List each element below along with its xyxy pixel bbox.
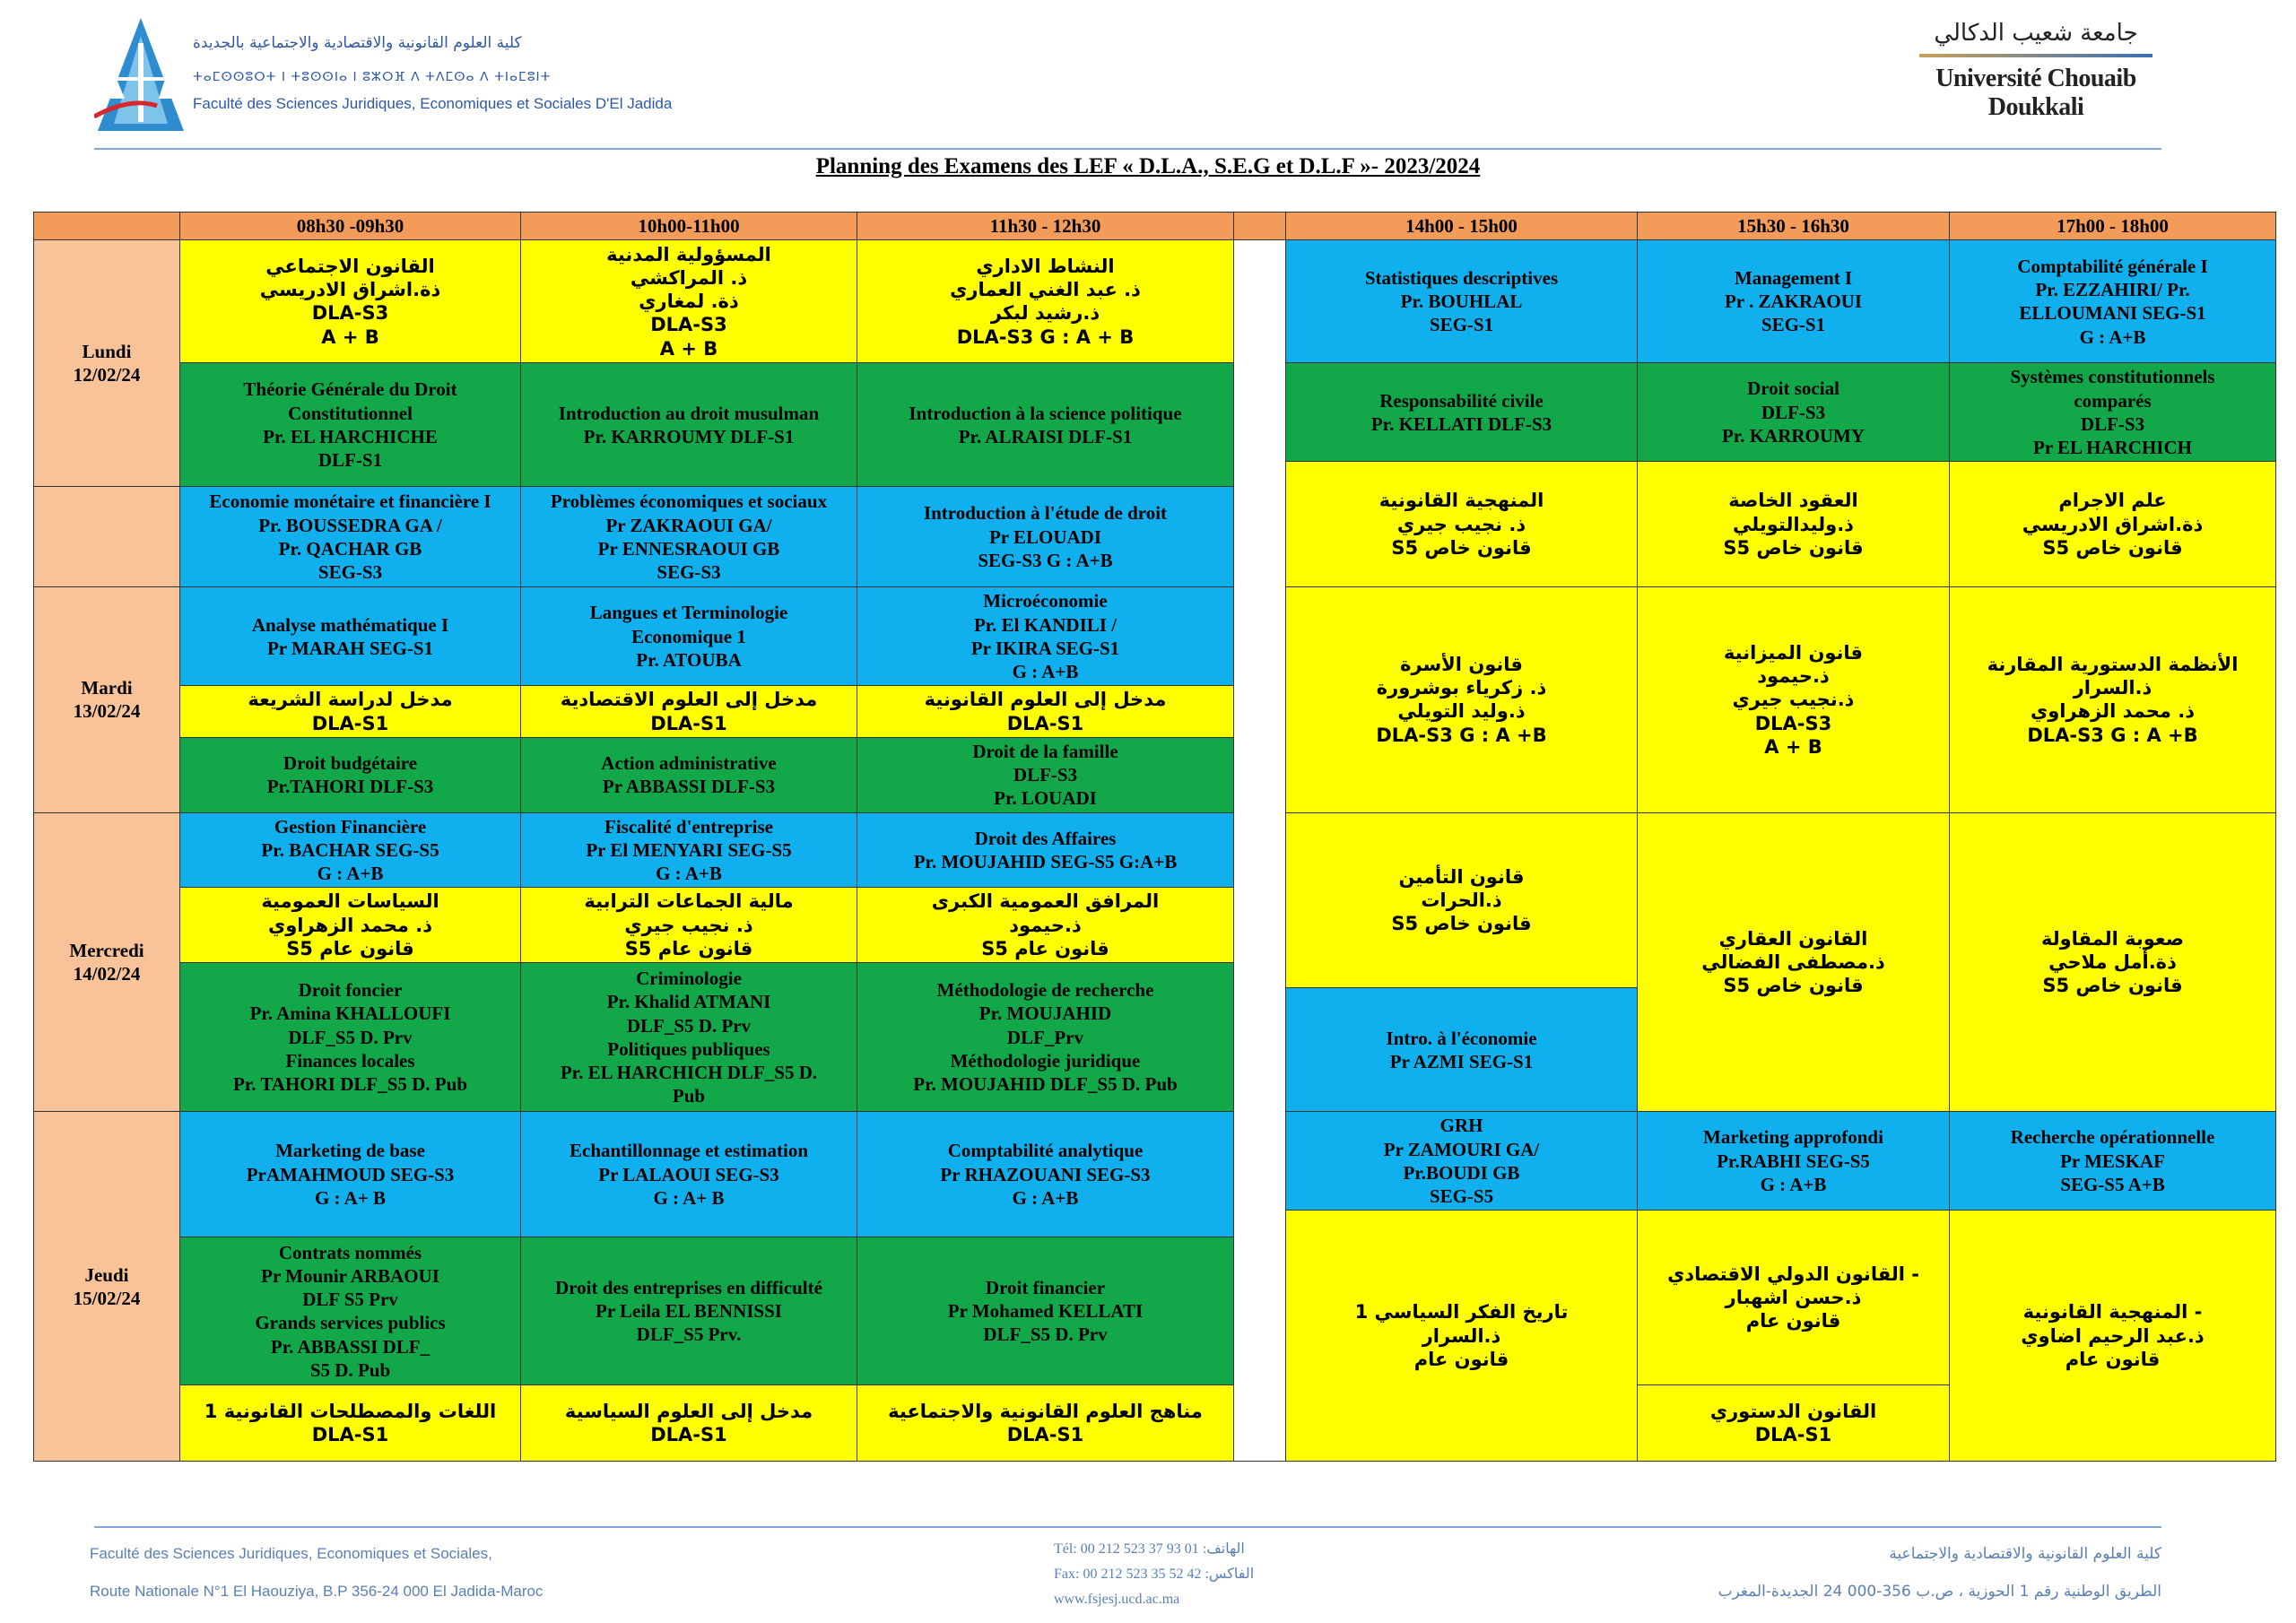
- day-label: Lundi 12/02/24: [34, 240, 180, 487]
- footer-line: Route Nationale N°1 El Haouziya, B.P 356-24 000 El Jadida-Maroc: [90, 1583, 544, 1600]
- exam-cell: صعوبة المقاولة ذة.أمل ملاحي قانون خاص S5: [1950, 812, 2276, 1112]
- exam-cell: القانون الدستوري DLA-S1: [1638, 1385, 1950, 1462]
- table-row: [34, 587, 2276, 686]
- slot-header: 08h30 -09h30: [180, 213, 521, 240]
- exam-cell: Droit foncier Pr. Amina KHALLOUFI DLF_S5 D. Prv Finances locales Pr. TAHORI DLF_S5 D. Pub: [180, 963, 521, 1112]
- footer-divider: [94, 1526, 2161, 1528]
- exam-cell: مناهج العلوم القانونية والاجتماعية DLA-S1: [857, 1385, 1234, 1462]
- footer-line: Faculté des Sciences Juridiques, Economiques et Sociales,: [90, 1545, 492, 1562]
- university-header: [1910, 20, 2161, 136]
- exam-cell: المنهجية القانونية ذ. نجيب جيري قانون خاص S5: [1286, 462, 1638, 587]
- exam-cell: Systèmes constitutionnels comparés DLF-S3 Pr EL HARCHICH: [1950, 363, 2276, 462]
- exam-cell: Statistiques descriptives Pr. BOUHLAL SEG-S1: [1286, 240, 1638, 363]
- exam-cell: علم الاجرام ذة.اشراق الادريسي قانون خاص S5: [1950, 462, 2276, 587]
- faculty-header: [94, 16, 673, 137]
- exam-cell: Recherche opérationnelle Pr MESKAF SEG-S5 A+B: [1950, 1112, 2276, 1211]
- exam-cell: Analyse mathématique I Pr MARAH SEG-S1: [180, 587, 521, 686]
- exam-cell: النشاط الاداري ذ. عبد الغني العماري ذ.رشيد لبكر DLA-S3 G : A + B: [857, 240, 1234, 363]
- exam-cell: GRH Pr ZAMOURI GA/ Pr.BOUDI GB SEG-S5: [1286, 1112, 1638, 1211]
- exam-cell: Comptabilité analytique Pr RHAZOUANI SEG-S3 G : A+B: [857, 1112, 1234, 1237]
- exam-cell: Introduction au droit musulman Pr. KARROUMY DLF-S1: [521, 363, 857, 487]
- exam-cell: Action administrative Pr ABBASSI DLF-S3: [521, 737, 857, 812]
- exam-cell: مدخل إلى العلوم القانونية DLA-S1: [857, 686, 1234, 738]
- exam-cell: Droit financier Pr Mohamed KELLATI DLF_S5 D. Prv: [857, 1237, 1234, 1385]
- slot-header: 15h30 - 16h30: [1638, 213, 1950, 240]
- table-row: [34, 363, 2276, 462]
- break-header: [1234, 213, 1286, 240]
- exam-cell: - القانون الدولي الاقتصادي ذ.حسن اشهبار قانون عام: [1638, 1211, 1950, 1385]
- faculty-name-ar: كلية العلوم القانونية والاقتصادية والاجتماعية بالجديدة: [193, 34, 522, 52]
- footer-address-fr: [90, 1535, 543, 1610]
- exam-cell: Marketing de base PrAMAHMOUD SEG-S3 G : A+ B: [180, 1112, 521, 1237]
- exam-cell: Microéconomie Pr. El KANDILI / Pr IKIRA SEG-S1 G : A+B: [857, 587, 1234, 686]
- exam-cell: Marketing approfondi Pr.RABHI SEG-S5 G : A+B: [1638, 1112, 1950, 1211]
- exam-cell: الأنظمة الدستورية المقارنة ذ.السرار ذ. محمد الزهراوي DLA-S3 G : A +B: [1950, 587, 2276, 812]
- slot-header: 10h00-11h00: [521, 213, 857, 240]
- slot-header: 11h30 - 12h30: [857, 213, 1234, 240]
- footer-tel: Tél: 00 212 523 37 93 01 :الهاتف: [1054, 1541, 1245, 1557]
- exam-cell: Comptabilité générale I Pr. EZZAHIRI/ Pr. ELLOUMANI SEG-S1 G : A+B: [1950, 240, 2276, 363]
- exam-cell: Criminologie Pr. Khalid ATMANI DLF_S5 D. Prv Politiques publiques Pr. EL HARCHICH DLF_S5 D. Pub: [521, 963, 857, 1112]
- exam-cell: المرافق العمومية الكبرى ذ.حيمود قانون عام S5: [857, 888, 1234, 963]
- exam-cell: - المنهجية القانونية ذ.عبد الرحيم اضاوي قانون عام: [1950, 1211, 2276, 1462]
- exam-cell: مدخل لدراسة الشريعة DLA-S1: [180, 686, 521, 738]
- exam-cell: قانون الميزانية ذ.حيمود ذ.نجيب جيري DLA-S3 A + B: [1638, 587, 1950, 812]
- corner-cell: [34, 213, 180, 240]
- exam-cell: القانون العقاري ذ.مصطفى الفضالي قانون خاص S5: [1638, 812, 1950, 1112]
- slot-header: 17h00 - 18h00: [1950, 213, 2276, 240]
- exam-cell: مالية الجماعات الترابية ذ. نجيب جيري قانون عام S5: [521, 888, 857, 963]
- university-logo-bar: [1919, 54, 2152, 57]
- exam-cell: السياسات العمومية ذ. محمد الزهراوي قانون عام S5: [180, 888, 521, 963]
- table-row: [34, 240, 2276, 363]
- exam-cell: القانون الاجتماعي ذة.اشراق الادريسي DLA-S3 A + B: [180, 240, 521, 363]
- lunch-break-column: [1234, 240, 1286, 1462]
- faculty-logo-icon: [94, 16, 188, 133]
- exam-cell: Introduction à la science politique Pr. ALRAISI DLF-S1: [857, 363, 1234, 487]
- exam-cell: Economie monétaire et financière I Pr. BOUSSEDRA GA / Pr. QACHAR GB SEG-S3: [180, 487, 521, 587]
- university-name-fr: Université Chouaib Doukkali: [1935, 65, 2136, 121]
- footer-web-link[interactable]: www.fsjesj.ucd.ac.ma: [1054, 1592, 1180, 1607]
- exam-cell: مدخل إلى العلوم الاقتصادية DLA-S1: [521, 686, 857, 738]
- time-header-row: [34, 213, 2276, 240]
- exam-cell: Intro. à l'économie Pr AZMI SEG-S1: [1286, 988, 1638, 1112]
- footer-line: الطريق الوطنية رقم 1 الحوزية ، ص.ب 356-000 24 الجديدة-المغرب: [1718, 1583, 2161, 1601]
- exam-cell: قانون التأمين ذ.الحرات قانون خاص S5: [1286, 812, 1638, 988]
- exam-cell: Méthodologie de recherche Pr. MOUJAHID DLF_Prv Méthodologie juridique Pr. MOUJAHID DLF_S5 D. Pub: [857, 963, 1234, 1112]
- exam-cell: Introduction à l'étude de droit Pr ELOUADI SEG-S3 G : A+B: [857, 487, 1234, 587]
- exam-cell: Gestion Financière Pr. BACHAR SEG-S5 G : A+B: [180, 812, 521, 888]
- exam-cell: Droit des Affaires Pr. MOUJAHID SEG-S5 G:A+B: [857, 812, 1234, 888]
- exam-cell: Droit des entreprises en difficulté Pr Leila EL BENNISSI DLF_S5 Prv.: [521, 1237, 857, 1385]
- footer-fax: Fax: 00 212 523 35 52 42 :الفاكس: [1054, 1567, 1255, 1582]
- faculty-name-fr: Faculté des Sciences Juridiques, Economiques et Sociales D'El Jadida: [193, 95, 673, 112]
- exam-cell: Echantillonnage et estimation Pr LALAOUI SEG-S3 G : A+ B: [521, 1112, 857, 1237]
- day-label: Mardi 13/02/24: [34, 587, 180, 812]
- exam-cell: Droit budgétaire Pr.TAHORI DLF-S3: [180, 737, 521, 812]
- exam-cell: Droit social DLF-S3 Pr. KARROUMY: [1638, 363, 1950, 462]
- footer-address-ar: [1718, 1535, 2161, 1610]
- university-name-ar: جامعة شعيب الدكالي: [1934, 20, 2138, 47]
- slot-header: 14h00 - 15h00: [1286, 213, 1638, 240]
- exam-cell: Fiscalité d'entreprise Pr El MENYARI SEG-S5 G : A+B: [521, 812, 857, 888]
- exam-cell: Langues et Terminologie Economique 1 Pr. ATOUBA: [521, 587, 857, 686]
- footer-contact: [1054, 1537, 1254, 1612]
- header-divider: [94, 148, 2161, 150]
- exam-schedule-table: [33, 212, 2276, 1462]
- exam-cell: قانون الأسرة ذ. زكرياء بوشرورة ذ.وليد التويلي DLA-S3 G : A +B: [1286, 587, 1638, 812]
- page-title: Planning des Examens des LEF « D.L.A., S.E.G et D.L.F »- 2023/2024: [815, 154, 1481, 178]
- exam-cell: تاريخ الفكر السياسي 1 ذ.السرار قانون عام: [1286, 1211, 1638, 1462]
- exam-cell: Problèmes économiques et sociaux Pr ZAKRAOUI GA/ Pr ENNESRAOUI GB SEG-S3: [521, 487, 857, 587]
- faculty-name-tifinagh: ⵜⴰⵎⵙⵙⵓⵔⵜ ⵏ ⵜⵓⵙⵙⵏⴰ ⵏ ⵓⵣⵔⴼ ⴷ ⵜⴷⵎⵙⴰ ⴷ ⵜⵏⴰⵎⵓⵏⵜ: [193, 70, 552, 84]
- exam-cell: Théorie Générale du Droit Constitutionnel Pr. EL HARCHICHE DLF-S1: [180, 363, 521, 487]
- exam-cell: العقود الخاصة ذ.وليدالتويلي قانون خاص S5: [1638, 462, 1950, 587]
- exam-cell: Droit de la famille DLF-S3 Pr. LOUADI: [857, 737, 1234, 812]
- exam-cell: اللغات والمصطلحات القانونية 1 DLA-S1: [180, 1385, 521, 1462]
- day-label: Mercredi 14/02/24: [34, 812, 180, 1112]
- footer-line: كلية العلوم القانونية والاقتصادية والاجتماعية: [1889, 1545, 2161, 1563]
- table-row: [34, 1112, 2276, 1211]
- exam-cell: Responsabilité civile Pr. KELLATI DLF-S3: [1286, 363, 1638, 462]
- day-label-continued: [34, 487, 180, 587]
- exam-cell: المسؤولية المدنية ذ. المراكشي ذة. لمغاري DLA-S3 A + B: [521, 240, 857, 363]
- table-row: [34, 1385, 2276, 1462]
- exam-cell: Management I Pr . ZAKRAOUI SEG-S1: [1638, 240, 1950, 363]
- day-label: Jeudi 15/02/24: [34, 1112, 180, 1462]
- table-row: [34, 812, 2276, 888]
- exam-cell: Contrats nommés Pr Mounir ARBAOUI DLF S5 Prv Grands services publics Pr. ABBASSI DLF_ S5 D. Pub: [180, 1237, 521, 1385]
- exam-cell: مدخل إلى العلوم السياسية DLA-S1: [521, 1385, 857, 1462]
